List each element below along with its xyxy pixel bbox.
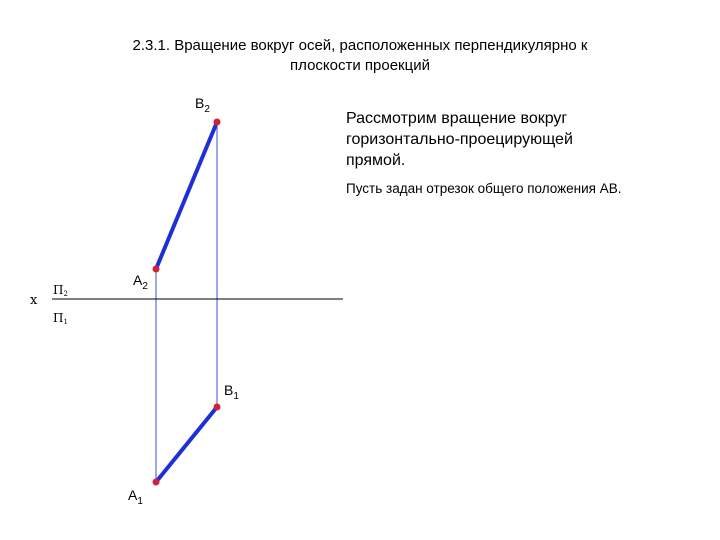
- point-b1: [214, 404, 221, 411]
- label-a1: $A_1$: [128, 487, 143, 507]
- title-line-2: плоскости проекций: [290, 57, 430, 74]
- description-line-3: прямой.: [346, 152, 406, 169]
- description-line-2: горизонтально-проецирующей: [346, 131, 573, 148]
- point-a2: [153, 266, 160, 273]
- plane-label-upper: П2: [53, 283, 68, 298]
- segment-note: Пусть задан отрезок общего положения АВ.: [346, 181, 622, 196]
- segment-a2-b2: [156, 122, 217, 269]
- point-a1: [153, 479, 160, 486]
- label-b2: $B_2$: [195, 95, 210, 115]
- segment-a1-b1: [156, 407, 217, 482]
- label-b1: $B_1$: [224, 382, 239, 402]
- axis-label-x: x: [30, 293, 38, 308]
- point-b2: [214, 119, 221, 126]
- plane-label-lower: П1: [53, 311, 68, 326]
- label-a2: $A_2$: [133, 272, 148, 292]
- title-line-1: 2.3.1. Вращение вокруг осей, расположенных перпендикулярно к: [132, 37, 588, 54]
- description-line-1: Рассмотрим вращение вокруг: [346, 110, 568, 127]
